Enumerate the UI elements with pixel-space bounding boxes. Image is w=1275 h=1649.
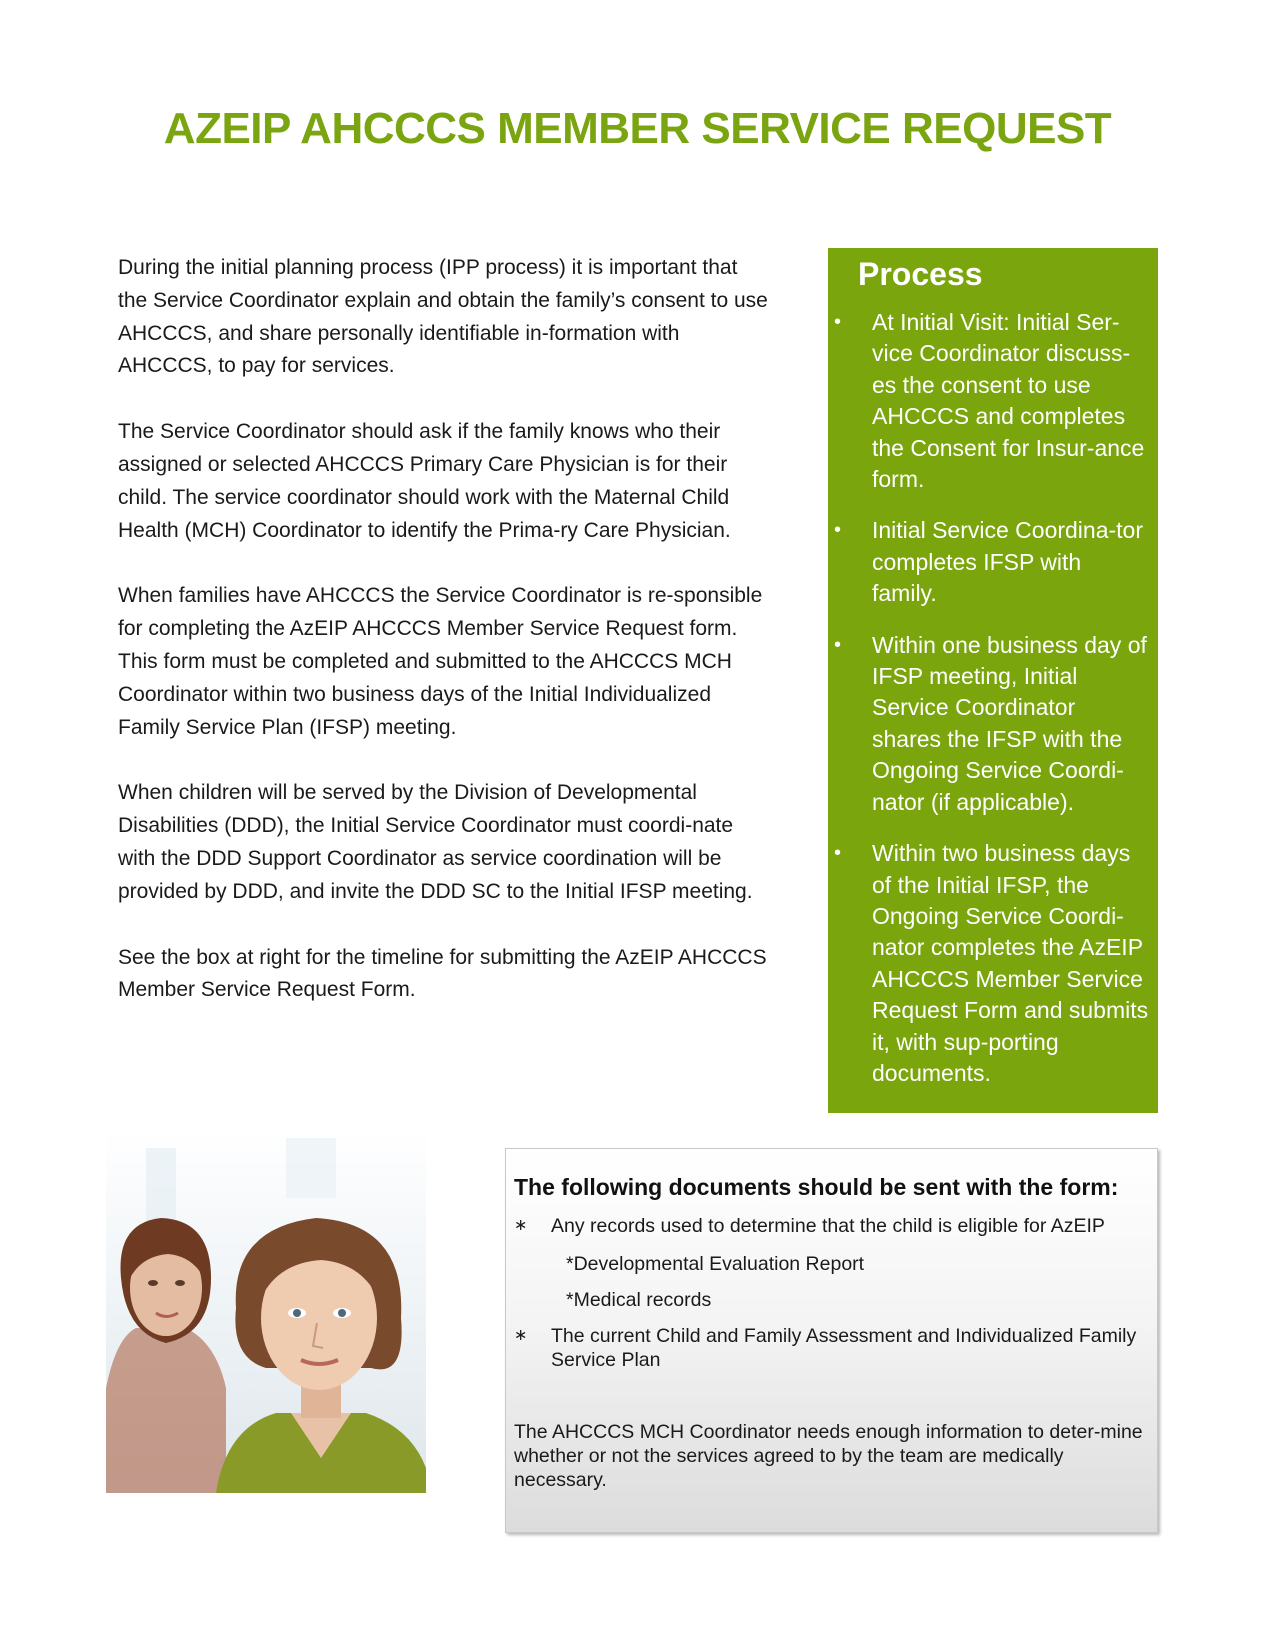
intro-paragraph: See the box at right for the timeline for submitting the AzEIP AHCCCS Member Service Request Form. <box>118 945 767 1002</box>
process-heading: Process <box>858 256 983 292</box>
process-item <box>828 515 1150 609</box>
process-item <box>828 307 1150 495</box>
process-item-text: Within one business day of IFSP meeting, Initial Service Coordinator shares the IFSP with the Ongoing Service Coordi-nator (if applicable). <box>872 631 1147 815</box>
process-item-text: At Initial Visit: Initial Ser-vice Coordinator discuss-es the consent to use AHCCCS and completes the Consent for Insur-ance form. <box>872 309 1145 493</box>
photo-two-women-icon <box>106 1128 426 1493</box>
process-item <box>828 838 1150 1089</box>
process-item <box>828 630 1150 818</box>
process-item-text: Within two business days of the Initial IFSP, the Ongoing Service Coordi-nator completes the AzEIP AHCCCS Member Service Request Form and submits it, with sup-porting documents. <box>872 840 1149 1086</box>
documents-item <box>514 1324 1143 1372</box>
intro-paragraph: During the initial planning process (IPP process) it is important that the Service Coordinator explain and obtain the family’s consent to use AHCCCS, and share personally identifiable in-formation with AHCCCS, to pay for services. <box>118 256 768 378</box>
documents-list <box>514 1214 1143 1238</box>
bullet-icon: • <box>834 311 842 333</box>
process-item-text: Initial Service Coordina-tor completes IFSP with family. <box>872 517 1144 607</box>
documents-subitem: *Medical records <box>566 1289 712 1311</box>
documents-item-text: The current Child and Family Assessment and Individualized Family Service Plan <box>551 1325 1137 1371</box>
page-title: AZEIP AHCCCS MEMBER SERVICE REQUEST <box>163 104 1112 153</box>
process-list <box>828 307 1150 1089</box>
asterisk-bullet-icon: ∗ <box>514 1327 528 1344</box>
documents-box <box>505 1148 1158 1533</box>
bullet-icon: • <box>834 633 842 656</box>
documents-heading: The following documents should be sent with the form: <box>514 1174 1119 1200</box>
intro-paragraph: The Service Coordinator should ask if the family knows who their assigned or selected AHCCCS Primary Care Physician is for their child. The service coordinator should work with the Maternal Child Health (MCH) Coordinator to identify the Prima-ry Care Physician. <box>118 420 731 542</box>
documents-item <box>514 1214 1143 1238</box>
documents-subitem: *Developmental Evaluation Report <box>566 1253 865 1275</box>
documents-item-text: Any records used to determine that the child is eligible for AzEIP <box>551 1215 1105 1237</box>
documents-footer-note: The AHCCCS MCH Coordinator needs enough information to deter-mine whether or not the services agreed to by the team are medically necessary. <box>514 1421 1143 1491</box>
asterisk-bullet-icon: ∗ <box>514 1217 528 1234</box>
process-sidebar <box>828 248 1158 1113</box>
bullet-icon: • <box>834 842 842 865</box>
bullet-icon: • <box>834 519 842 542</box>
documents-list <box>514 1324 1143 1372</box>
intro-text <box>118 252 768 1040</box>
intro-paragraph: When children will be served by the Division of Developmental Disabilities (DDD), the Initial Service Coordinator must coordi-nate with the DDD Support Coordinator as service coordination will be provided by DDD, and invite the DDD SC to the Initial IFSP meeting. <box>118 781 753 903</box>
intro-paragraph: When families have AHCCCS the Service Coordinator is re-sponsible for completing the AzEIP AHCCCS Member Service Request form. This form must be completed and submitted to the AHCCCS MCH Coordinator within two business days of the Initial Individualized Family Service Plan (IFSP) meeting. <box>118 584 763 739</box>
